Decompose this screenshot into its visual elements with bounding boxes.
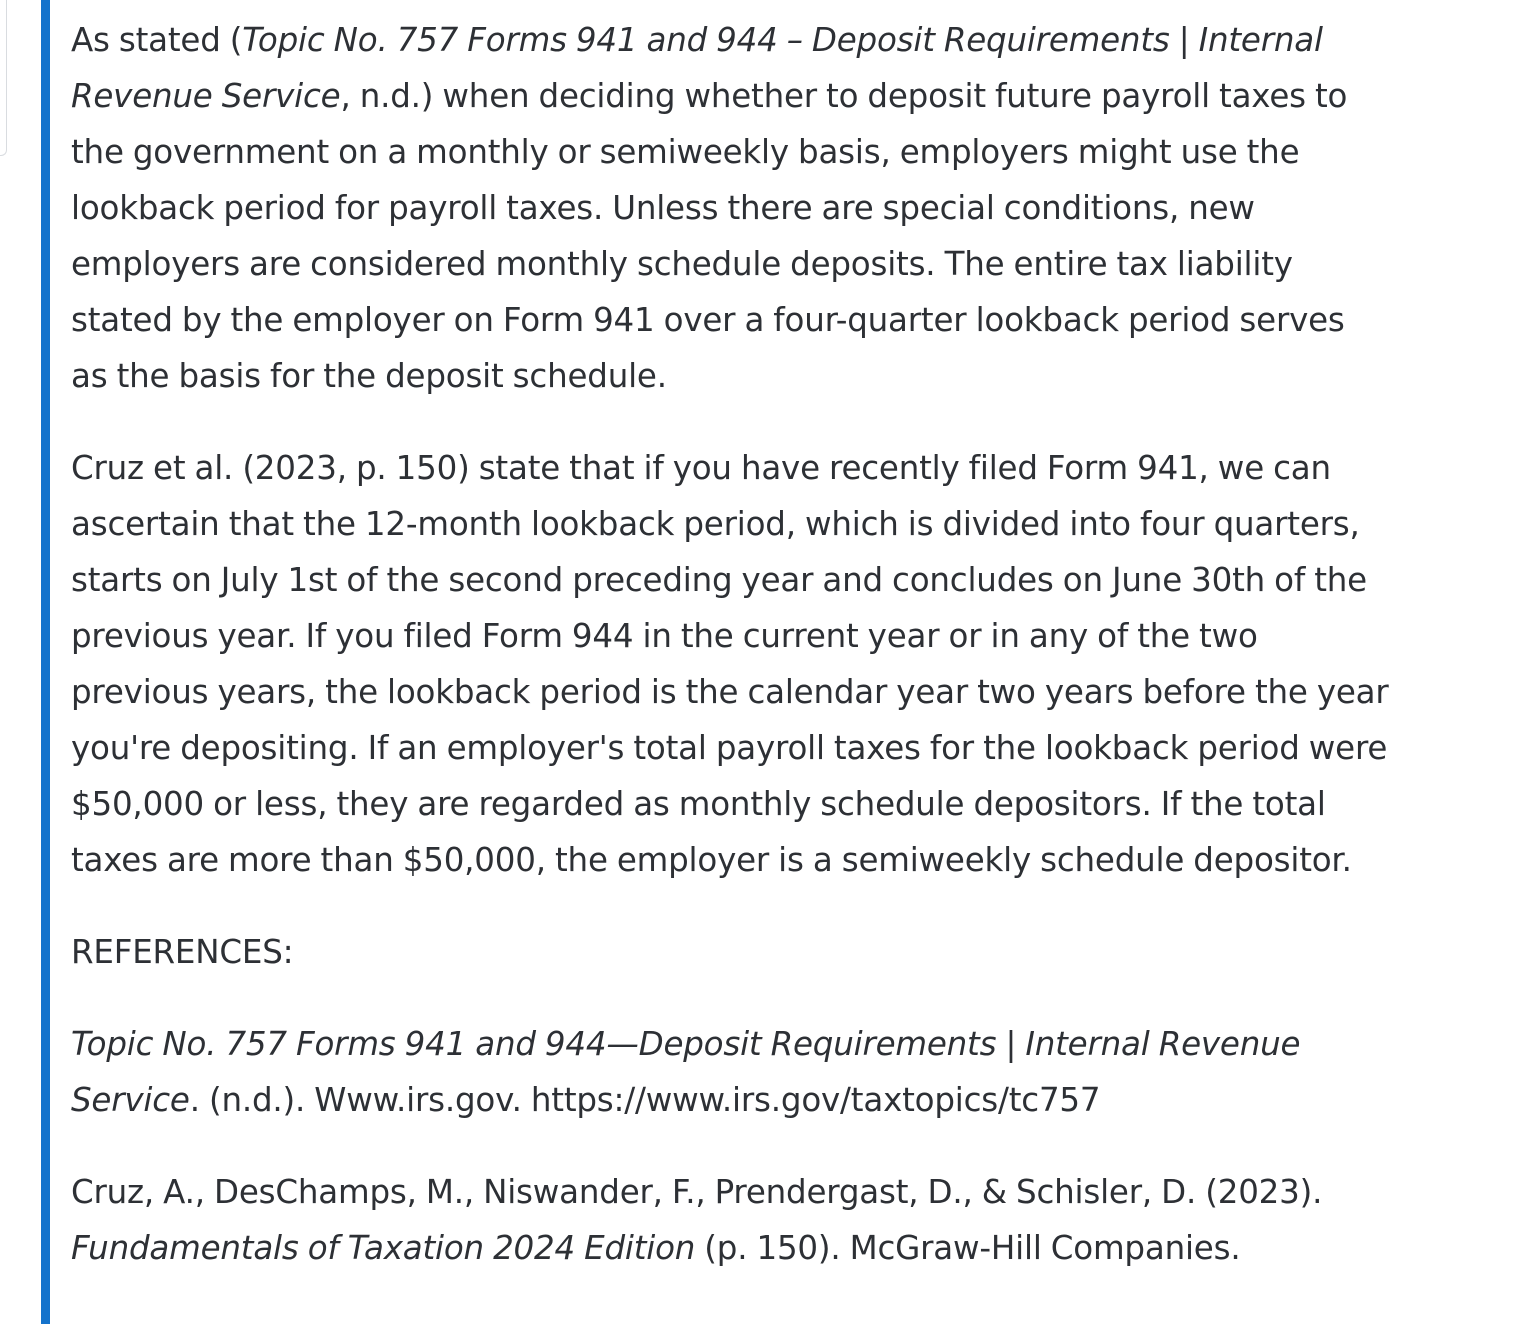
text-line: lookback period for payroll taxes. Unless there are special conditions, new [71, 189, 1255, 227]
paragraph-form-941-944 [71, 440, 1501, 888]
text-line: $50,000 or less, they are regarded as monthly schedule depositors. If the total [71, 785, 1326, 823]
text-line: starts on July 1st of the second preceding year and concludes on June 30th of the [71, 561, 1367, 599]
paragraph-lookback-intro [71, 12, 1501, 404]
text-line: the government on a monthly or semiweekly basis, employers might use the [71, 133, 1300, 171]
citation-title: Revenue Service [71, 77, 341, 115]
reference-irs-topic-757 [71, 1016, 1501, 1128]
reference-cruz-2023 [71, 1164, 1501, 1276]
text-line: previous year. If you filed Form 944 in the current year or in any of the two [71, 617, 1258, 655]
reference-url-text: . (n.d.). Www.irs.gov. https://www.irs.gov/taxtopics/tc757 [189, 1081, 1101, 1119]
text-line: taxes are more than $50,000, the employer is a semiweekly schedule depositor. [71, 841, 1352, 879]
text-line: Cruz et al. (2023, p. 150) state that if you have recently filed Form 941, we can [71, 449, 1331, 487]
blockquote-accent-bar [41, 0, 50, 1324]
text-line: employers are considered monthly schedule deposits. The entire tax liability [71, 245, 1293, 283]
reference-title: Topic No. 757 Forms 941 and 944—Deposit Requirements | Internal Revenue [71, 1025, 1301, 1063]
panel-edge [0, 0, 7, 156]
text-line: ascertain that the 12-month lookback period, which is divided into four quarters, [71, 505, 1360, 543]
text-line: As stated (Topic No. 757 Forms 941 and 944 – Deposit Requirements | Internal [71, 21, 1323, 59]
text-line: Cruz, A., DesChamps, M., Niswander, F., Prendergast, D., & Schisler, D. (2023). [71, 1173, 1323, 1211]
reference-title: Service [71, 1081, 190, 1119]
reference-title: Fundamentals of Taxation 2024 Edition [71, 1229, 696, 1267]
text-line: Fundamentals of Taxation 2024 Edition (p. 150). McGraw-Hill Companies. [71, 1229, 1241, 1267]
text-line: stated by the employer on Form 941 over a four-quarter lookback period serves [71, 301, 1345, 339]
text-line: you're depositing. If an employer's total payroll taxes for the lookback period were [71, 729, 1388, 767]
text-line: previous years, the lookback period is the calendar year two years before the year [71, 673, 1389, 711]
post-body [71, 12, 1501, 1276]
text-line: Revenue Service, n.d.) when deciding whether to deposit future payroll taxes to [71, 77, 1348, 115]
citation-title: Topic No. 757 Forms 941 and 944 – Deposit Requirements | Internal [242, 21, 1323, 59]
references-heading: REFERENCES: [71, 933, 294, 971]
text-line: as the basis for the deposit schedule. [71, 357, 667, 395]
text-line [71, 1072, 1501, 1128]
text-line [71, 1016, 1501, 1072]
